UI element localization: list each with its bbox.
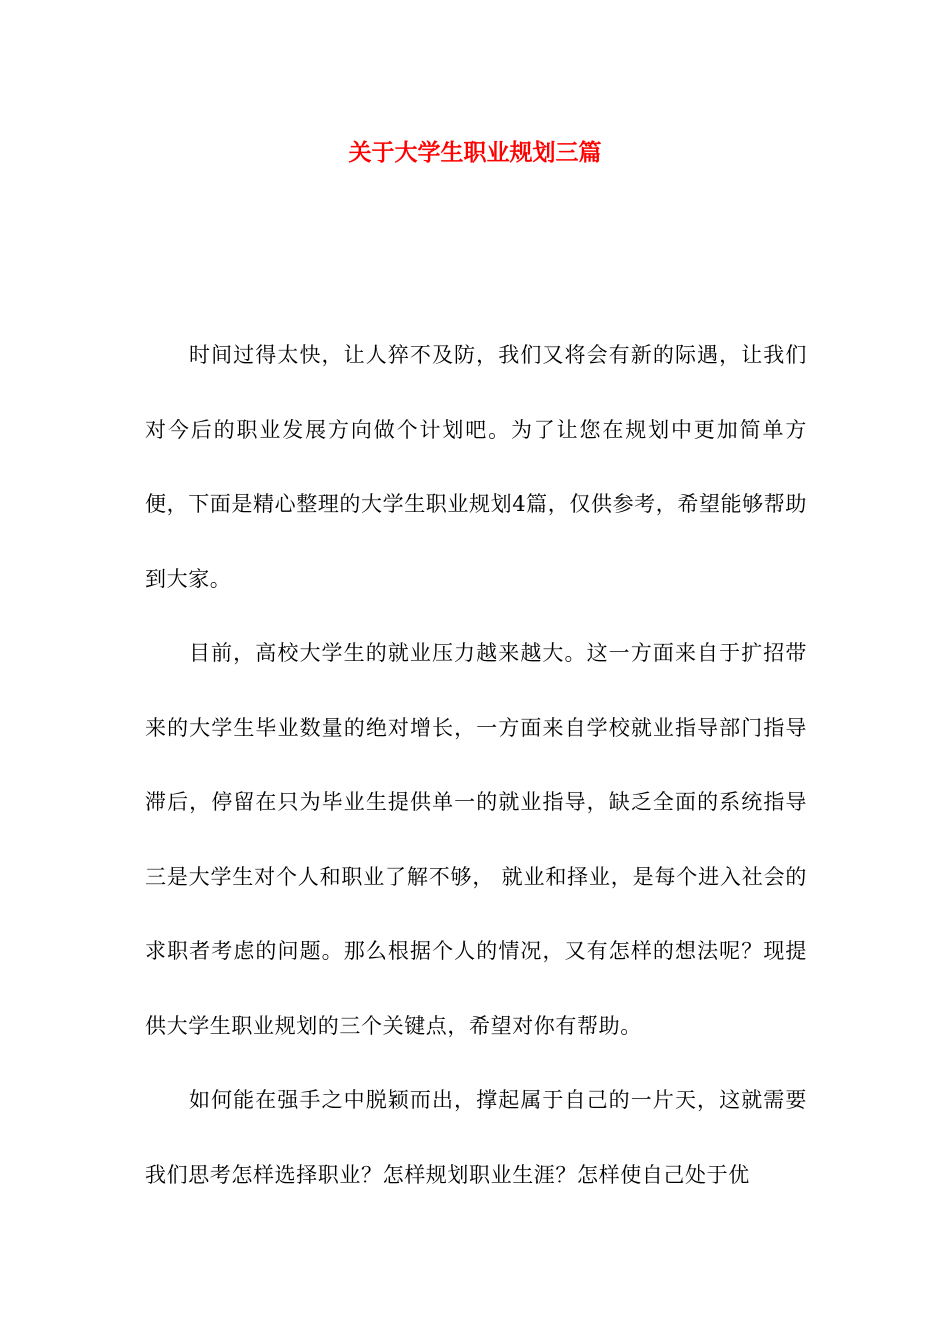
paragraph-2: 目前，高校大学生的就业压力越来越大。这一方面来自于扩招带来的大学生毕业数量的绝对增长，一方面来自学校就业指导部门指导滞后，停留在只为毕业生提供单一的就业指导，缺乏全面的系统指导三是大学生对个人和职业了解不够， 就业和择业，是每个进入社会的求职者考虑的问题。那么根据个人的情况，又有怎样的想法呢？现提供大学生职业规划的三个关键点，希望对你有帮助。 xyxy=(145,641,807,1038)
paragraph-3: 如何能在强手之中脱颖而出，撑起属于自己的一片天，这就需要我们思考怎样选择职业？怎样规划职业生涯？怎样使自己处于优 xyxy=(145,1088,807,1187)
document-title: 关于大学生职业规划三篇 xyxy=(348,139,602,166)
paragraph-1: 时间过得太快，让人猝不及防，我们又将会有新的际遇，让我们对今后的职业发展方向做个计划吧。为了让您在规划中更加简单方便，下面是精心整理的大学生职业规划4篇，仅供参考，希望能够帮助到大家。 xyxy=(145,343,807,591)
document-body xyxy=(145,318,807,1212)
